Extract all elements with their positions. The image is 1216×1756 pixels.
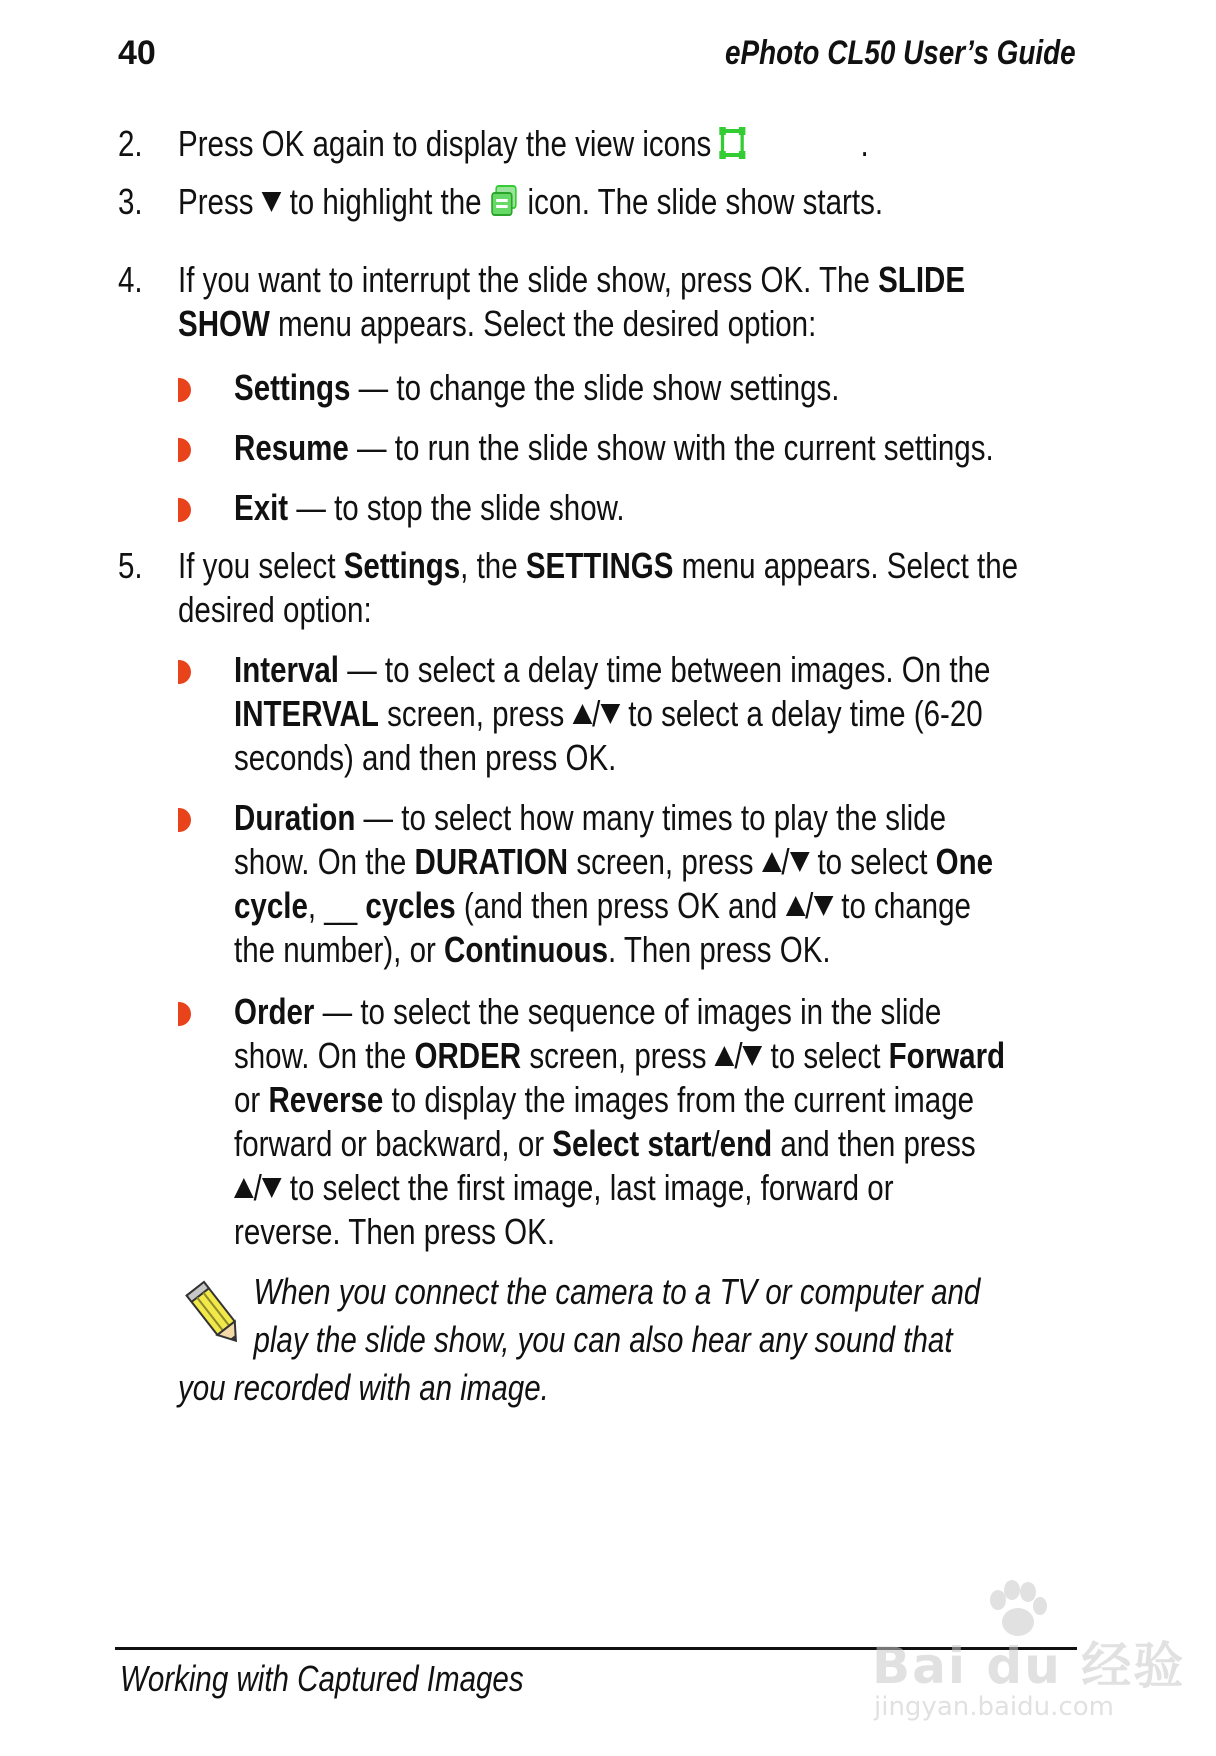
slash: / xyxy=(805,885,814,926)
up-arrow-icon xyxy=(715,1046,735,1066)
down-arrow-icon xyxy=(262,1178,282,1198)
note-line-3: you recorded with an image. xyxy=(178,1367,549,1408)
option-term: Settings xyxy=(234,367,351,408)
option-text: , __ xyxy=(307,885,366,926)
duration-screen-label: DURATION xyxy=(414,841,569,882)
down-arrow-icon xyxy=(813,896,833,916)
step-2-line xyxy=(178,122,869,166)
option-term: Duration xyxy=(234,797,356,838)
slash: / xyxy=(781,841,790,882)
option-text: forward or backward, or xyxy=(234,1123,553,1164)
step-3-line xyxy=(178,180,883,224)
step-3-text-b: to highlight the xyxy=(289,181,482,222)
option-term: Exit xyxy=(234,487,289,528)
interval-screen-label: INTERVAL xyxy=(234,693,379,734)
step-number: 5. xyxy=(118,545,143,586)
step-4-text: menu appears. Select the desired option: xyxy=(269,303,817,344)
option-text: — to select the sequence of images in the slide xyxy=(314,991,942,1032)
watermark-url: jingyan.baidu.com xyxy=(874,1692,1114,1722)
reverse-term: Reverse xyxy=(268,1079,384,1120)
slash: / xyxy=(253,1167,262,1208)
slide-show-menu-label: SHOW xyxy=(178,303,270,344)
option-term: Interval xyxy=(234,649,340,690)
option-text: show. On the xyxy=(234,841,415,882)
step-5-text: menu appears. Select the xyxy=(673,545,1019,586)
settings-term: Settings xyxy=(343,545,461,586)
bullet-marker xyxy=(178,660,191,684)
option-text: or xyxy=(234,1079,269,1120)
option-text: to change xyxy=(833,885,971,926)
end-term: end xyxy=(719,1123,773,1164)
step-4-text: If you want to interrupt the slide show, press OK. The xyxy=(178,259,879,300)
note-line-2: play the slide show, you can also hear any sound that xyxy=(253,1319,953,1360)
option-text: to select the first image, last image, forward or xyxy=(281,1167,894,1208)
one-cycle-term: One xyxy=(935,841,994,882)
baidu-watermark xyxy=(866,1580,1186,1730)
option-text: the number), or xyxy=(234,929,445,970)
option-text: . Then press OK. xyxy=(607,929,831,970)
order-screen-label: ORDER xyxy=(414,1035,522,1076)
step-5-text: If you select xyxy=(178,545,344,586)
bullet-marker xyxy=(178,378,191,402)
step-2-text: Press OK again to display the view icons xyxy=(178,123,712,164)
watermark-logo-text: Bai du 经验 xyxy=(872,1637,1186,1695)
up-arrow-icon xyxy=(762,852,782,872)
option-text: to select xyxy=(762,1035,889,1076)
bullet-line xyxy=(234,928,993,972)
down-arrow-icon xyxy=(790,852,810,872)
option-text: — to change the slide show settings. xyxy=(350,367,840,408)
bullet-line xyxy=(234,486,625,530)
bullet-line xyxy=(234,1034,1005,1078)
up-arrow-icon xyxy=(572,704,592,724)
step-4-line-1 xyxy=(178,258,965,302)
option-text: (and then press OK and xyxy=(455,885,786,926)
guide-title: ePhoto CL50 User’s Guide xyxy=(725,34,1076,72)
option-term: Order xyxy=(234,991,315,1032)
step-number: 3. xyxy=(118,181,143,222)
view-icons-icon xyxy=(719,127,745,159)
forward-term: Forward xyxy=(888,1035,1006,1076)
note-line-1: When you connect the camera to a TV or computer and xyxy=(253,1271,981,1312)
option-text: screen, press xyxy=(568,841,762,882)
select-start-term: Select start xyxy=(552,1123,712,1164)
bullet-marker xyxy=(178,498,191,522)
step-3-text-a: Press xyxy=(178,181,254,222)
bullet-line xyxy=(234,692,990,736)
page-number: 40 xyxy=(118,34,156,72)
slash: / xyxy=(734,1035,743,1076)
cycles-term: cycles xyxy=(365,885,456,926)
down-arrow-icon xyxy=(600,704,620,724)
down-arrow-icon xyxy=(262,192,282,212)
option-text: — to run the slide show with the current settings. xyxy=(348,427,994,468)
option-text: — to select a delay time between images. On the xyxy=(339,649,991,690)
bullet-marker xyxy=(178,1002,191,1026)
step-3-text-c: icon. The slide show starts. xyxy=(527,181,884,222)
bullet-marker xyxy=(178,438,191,462)
option-text: and then press xyxy=(772,1123,976,1164)
option-text: screen, press xyxy=(378,693,573,734)
step-4-line-2 xyxy=(178,302,965,346)
option-text: to select a delay time (6-20 xyxy=(620,693,983,734)
continuous-term: Continuous xyxy=(444,929,608,970)
bullet-line xyxy=(234,426,994,470)
bullet-marker xyxy=(178,808,191,832)
slide-show-icon xyxy=(490,183,520,219)
bullet-line xyxy=(234,1078,1005,1122)
bullet-line xyxy=(234,884,993,928)
footer-section-title: Working with Captured Images xyxy=(120,1658,524,1699)
slash: / xyxy=(592,693,601,734)
option-term: Resume xyxy=(234,427,349,468)
bullet-line xyxy=(234,840,993,884)
slash: / xyxy=(711,1123,720,1164)
step-5-line-2: desired option: xyxy=(178,589,372,630)
bullet-line xyxy=(234,990,1005,1034)
bullet-line: seconds) and then press OK. xyxy=(234,737,617,778)
option-text: show. On the xyxy=(234,1035,415,1076)
down-arrow-icon xyxy=(743,1046,763,1066)
option-text: to display the images from the current image xyxy=(383,1079,975,1120)
option-text: — to stop the slide show. xyxy=(288,487,625,528)
bullet-line xyxy=(234,648,990,692)
bullet-line: reverse. Then press OK. xyxy=(234,1211,556,1252)
note-text xyxy=(178,1268,1078,1412)
step-number: 2. xyxy=(118,123,143,164)
step-2-end: . xyxy=(860,123,869,164)
step-5-text: , the xyxy=(460,545,526,586)
step-number: 4. xyxy=(118,259,143,300)
bullet-line xyxy=(234,1166,1005,1210)
one-cycle-term: cycle xyxy=(234,885,308,926)
up-arrow-icon xyxy=(234,1178,254,1198)
up-arrow-icon xyxy=(785,896,805,916)
settings-menu-label: SETTINGS xyxy=(525,545,674,586)
slide-show-menu-label: SLIDE xyxy=(878,259,966,300)
bullet-line xyxy=(234,366,839,410)
option-text: screen, press xyxy=(521,1035,715,1076)
step-5-line-1 xyxy=(178,544,1018,588)
bullet-line xyxy=(234,796,993,840)
option-text: to select xyxy=(809,841,936,882)
option-text: — to select how many times to play the slide xyxy=(355,797,947,838)
bullet-line xyxy=(234,1122,1005,1166)
